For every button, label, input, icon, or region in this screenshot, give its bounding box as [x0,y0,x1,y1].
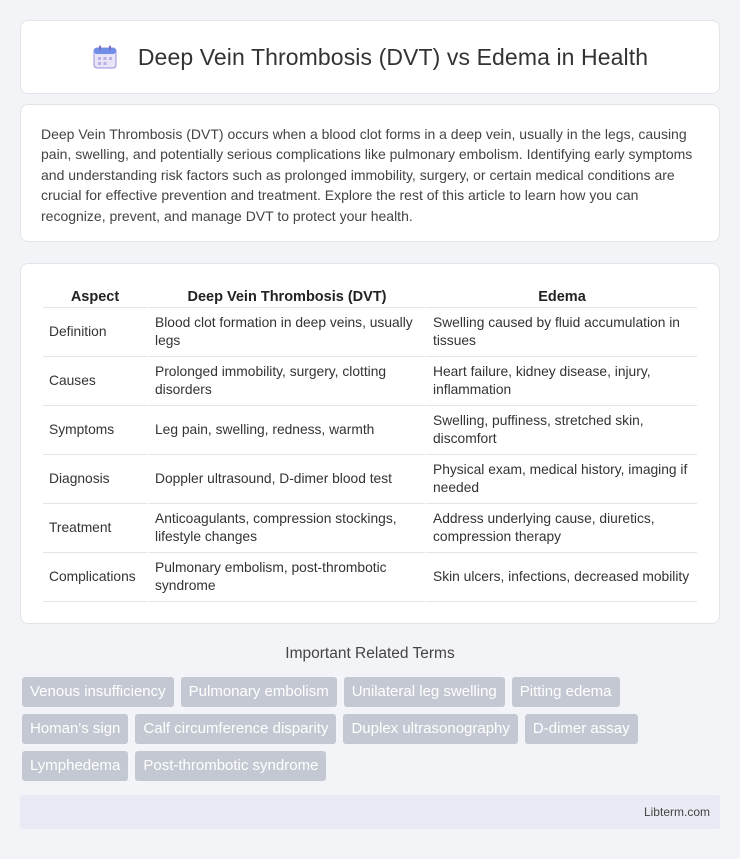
table-row [43,406,697,455]
tag-venous-insufficiency[interactable]: Venous insufficiency [22,677,174,707]
tag-pitting-edema[interactable]: Pitting edema [512,677,620,707]
row-aspect: Complications [43,553,147,602]
row-aspect: Causes [43,357,147,406]
footer [20,795,720,829]
row-edema: Address underlying cause, diuretics, compression therapy [425,504,697,553]
row-dvt: Anticoagulants, compression stockings, lifestyle changes [147,504,425,553]
table-row [43,553,697,602]
header-dvt: Deep Vein Thrombosis (DVT) [147,284,425,308]
table-row [43,308,697,357]
row-edema: Skin ulcers, infections, decreased mobility [425,553,697,602]
tag-row [22,751,722,781]
tag-lymphedema[interactable]: Lymphedema [22,751,128,781]
row-edema: Swelling caused by fluid accumulation in tissues [425,308,697,357]
footer-brand-link[interactable]: Libterm.com [643,805,710,819]
comparison-table [43,284,697,602]
row-edema: Heart failure, kidney disease, injury, inflammation [425,357,697,406]
calendar-icon [92,44,118,70]
row-dvt: Pulmonary embolism, post-thrombotic syndrome [147,553,425,602]
tag-row [22,714,722,744]
page-title: Deep Vein Thrombosis (DVT) vs Edema in Health [137,43,649,70]
row-aspect: Diagnosis [43,455,147,504]
table-row [43,504,697,553]
row-dvt: Doppler ultrasound, D-dimer blood test [147,455,425,504]
related-terms-list [22,677,722,788]
row-aspect: Symptoms [43,406,147,455]
header-edema: Edema [425,284,697,308]
tag-duplex-ultrasonography[interactable]: Duplex ultrasonography [343,714,517,744]
tag-post-thrombotic-syndrome[interactable]: Post-thrombotic syndrome [135,751,326,781]
comparison-table-card [20,263,720,624]
row-aspect: Definition [43,308,147,357]
tag-row [22,677,722,707]
row-edema: Swelling, puffiness, stretched skin, discomfort [425,406,697,455]
table-row [43,357,697,406]
table-header-row [43,284,697,308]
tag-calf-circumference-disparity[interactable]: Calf circumference disparity [135,714,336,744]
row-edema: Physical exam, medical history, imaging if needed [425,455,697,504]
intro-text: Deep Vein Thrombosis (DVT) occurs when a blood clot forms in a deep vein, usually in the legs, causing pain, swelling, and potentially serious complications like pulmonary embolism. Identifying early symptoms and understanding risk factors such as prolonged immobility, surgery, or certain medical conditions are crucial for effective prevention and treatment. Explore the rest of this article to learn how you can recognize, prevent, and manage DVT to protect your health. [41,126,693,224]
related-terms-heading: Important Related Terms [285,645,455,662]
tag-unilateral-leg-swelling[interactable]: Unilateral leg swelling [344,677,505,707]
tag-homans-sign[interactable]: Homan's sign [22,714,128,744]
row-dvt: Leg pain, swelling, redness, warmth [147,406,425,455]
tag-d-dimer-assay[interactable]: D-dimer assay [525,714,638,744]
row-aspect: Treatment [43,504,147,553]
header-aspect: Aspect [43,284,147,308]
tag-pulmonary-embolism[interactable]: Pulmonary embolism [181,677,337,707]
table-row [43,455,697,504]
intro-card [20,104,720,242]
row-dvt: Blood clot formation in deep veins, usually legs [147,308,425,357]
row-dvt: Prolonged immobility, surgery, clotting disorders [147,357,425,406]
title-card [20,20,720,94]
